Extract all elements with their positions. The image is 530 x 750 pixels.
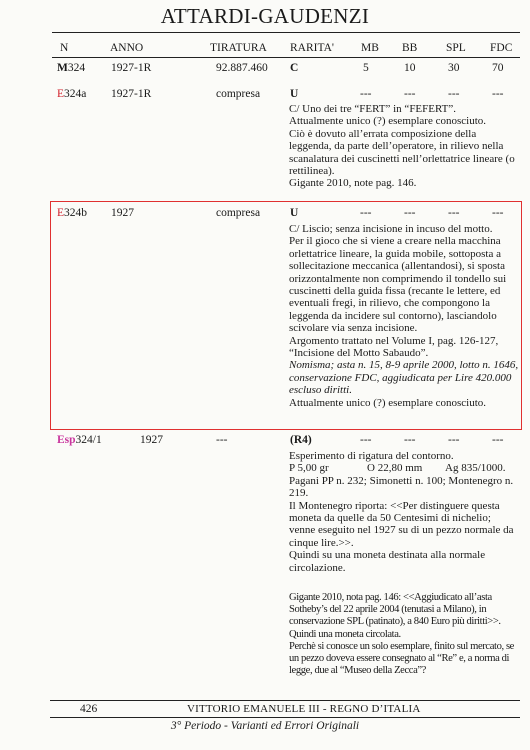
entry-note xyxy=(289,592,521,677)
desc-line: Nomisma; asta n. 15, 8-9 aprile 2000, lotto n. 1646, conservazione FDC, aggiudicata per Lire 420.000 escluso diritti. xyxy=(289,359,519,397)
entry-tiratura: --- xyxy=(216,434,228,446)
col-spl: SPL xyxy=(446,42,466,54)
col-anno: ANNO xyxy=(110,42,144,54)
entry-fdc: --- xyxy=(492,88,504,100)
entry-spl: --- xyxy=(448,88,460,100)
desc-line: C/ Uno dei tre “FERT” in “FEFERT”. xyxy=(289,103,457,115)
entry-spl: 30 xyxy=(448,62,460,74)
desc-line: Gigante 2010, note pag. 146. xyxy=(289,177,417,190)
entry-code: E324b xyxy=(57,207,88,219)
entry-anno: 1927-1R xyxy=(111,88,152,100)
desc-line: Il Montenegro riporta: <<Per distinguere questa moneta da quelle da 50 Centesimi di nichelio; venne eseguito nel 1927 su di un pezzo normale da cinque lire.>>. xyxy=(289,499,514,549)
entry-description xyxy=(289,103,519,190)
entry-bb: --- xyxy=(404,88,416,100)
entry-anno: 1927 xyxy=(111,207,134,219)
col-tiratura: TIRATURA xyxy=(210,42,267,54)
desc-line: Attualmente unico (?) esemplare conosciuto. xyxy=(289,115,487,128)
entry-mb: --- xyxy=(360,434,372,446)
entry-rarita: (R4) xyxy=(290,434,312,446)
weight-spec: P 5,00 gr xyxy=(289,462,329,475)
entry-spl: --- xyxy=(448,207,460,219)
note-line: Gigante 2010, nota pag. 146: <<Aggiudicato all’asta Sotheby’s del 22 aprile 2004 (tenutasi a Milano), in conservazione SPL (patinato), a 840 Euro più diritti>>. xyxy=(289,592,501,628)
entry-tiratura: compresa xyxy=(216,88,261,100)
entry-bb: --- xyxy=(404,434,416,446)
page-number: 426 xyxy=(80,703,98,715)
entry-anno: 1927-1R xyxy=(111,62,152,74)
entry-mb: --- xyxy=(360,207,372,219)
metal-spec: Ag 835/1000. xyxy=(445,462,506,475)
entry-bb: --- xyxy=(404,207,416,219)
desc-line: Pagani PP n. 232; Simonetti n. 100; Montenegro n. 219. xyxy=(289,474,514,500)
entry-mb: 5 xyxy=(363,62,369,74)
note-line: Perchè si conosce un solo esemplare, finito sul mercato, se un pezzo doveva essere consegnato al “Re” e, a norma di legge, due al “Museo della Zecca”? xyxy=(289,640,514,677)
section-subtitle: 3° Periodo - Varianti ed Errori Originali xyxy=(170,720,360,732)
desc-line: Ciò è dovuto all’errata composizione della leggenda, da parte dell’operatore, in rilievo nella scanalatura dei cuscinetti nell’orlettatrice lineare (o rettilinea). xyxy=(289,127,515,178)
entry-spl: --- xyxy=(448,434,460,446)
entry-description xyxy=(289,223,519,409)
running-title: VITTORIO EMANUELE III - REGNO D’ITALIA xyxy=(187,703,421,715)
entry-code: E324a xyxy=(57,88,87,100)
entry-description xyxy=(289,450,519,574)
page-title: ATTARDI-GAUDENZI xyxy=(160,4,370,28)
header-rule-top xyxy=(52,32,520,33)
desc-line: C/ Liscio; senza incisione in incuso del motto. xyxy=(289,223,493,235)
entry-fdc: --- xyxy=(492,207,504,219)
entry-mb: --- xyxy=(360,88,372,100)
entry-code: M324 xyxy=(57,62,86,74)
desc-line: Attualmente unico (?) esemplare conosciuto. xyxy=(289,396,487,409)
entry-rarita: C xyxy=(290,62,299,74)
diameter-spec: O 22,80 mm xyxy=(367,462,423,475)
note-line: Quindi una moneta circolata. xyxy=(289,628,401,640)
entry-bb: 10 xyxy=(404,62,416,74)
entry-fdc: --- xyxy=(492,434,504,446)
col-fdc: FDC xyxy=(490,42,513,54)
header-rule-bottom xyxy=(52,57,520,58)
entry-code: Esp324/1 xyxy=(57,434,102,446)
entry-fdc: 70 xyxy=(492,62,504,74)
footer-rule-bottom xyxy=(50,717,520,718)
entry-tiratura: compresa xyxy=(216,207,261,219)
col-mb: MB xyxy=(361,42,379,54)
desc-line: Quindi su una moneta destinata alla normale circolazione. xyxy=(289,549,486,574)
footer-rule-top xyxy=(50,700,520,701)
entry-tiratura: 92.887.460 xyxy=(216,62,268,74)
desc-line: Per il gioco che si viene a creare nella macchina orlettatrice lineare, la guida mobile, sottoposta a sollecitazione meccanica (allentandosi), si sposta orizzontalmente non comprimendo il tondello sui cuscinetti della guida fissa (recante le lettere, ed eventuali fregi, in rilievo, che compongono la leggenda da incidere sul contorno), lasciandolo scivolare via senza incisione. xyxy=(289,235,507,335)
specs-line xyxy=(289,462,519,474)
desc-line: Esperimento di rigatura del contorno. xyxy=(289,450,454,462)
entry-rarita: U xyxy=(290,88,299,100)
col-bb: BB xyxy=(402,42,418,54)
entry-anno: 1927 xyxy=(140,434,163,446)
col-n: N xyxy=(60,42,69,54)
entry-rarita: U xyxy=(290,207,299,219)
col-rarita: RARITA' xyxy=(290,42,334,54)
desc-line: Argomento trattato nel Volume I, pag. 126-127, “Incisione del Motto Sabaudo”. xyxy=(289,334,499,360)
